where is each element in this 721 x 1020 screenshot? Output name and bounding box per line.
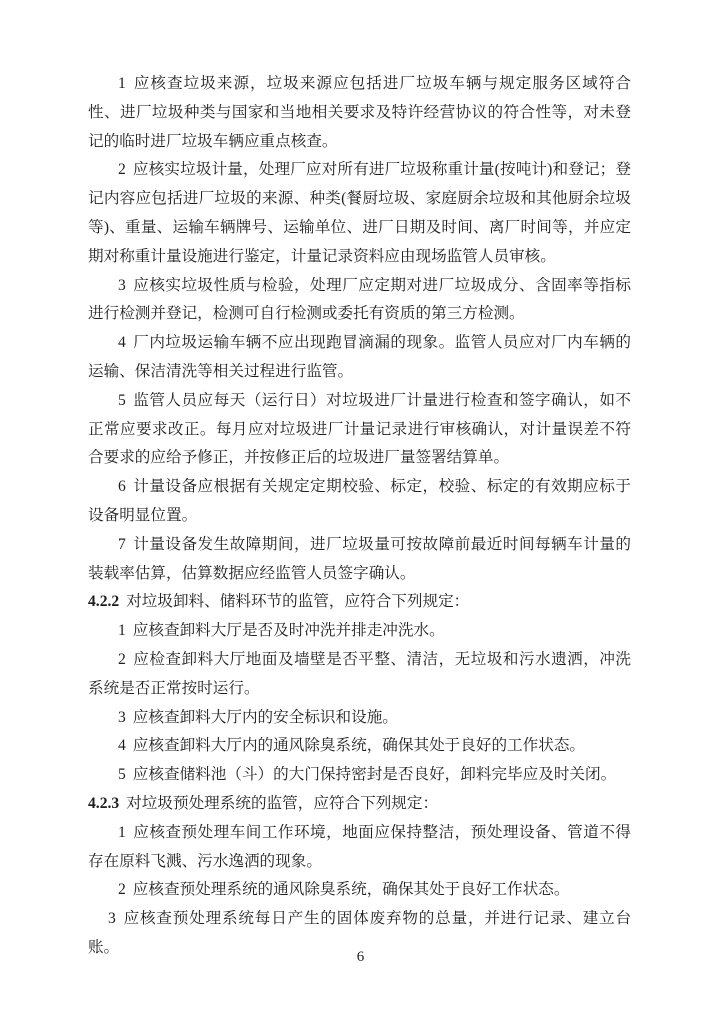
- numbered-item: [88, 704, 631, 733]
- numbered-item: [88, 272, 631, 330]
- item-number: 5: [118, 766, 126, 784]
- item-number: 1: [118, 75, 126, 92]
- document-body: [88, 70, 631, 963]
- item-number: 4: [118, 334, 126, 352]
- numbered-item: [88, 617, 631, 646]
- item-number: 1: [118, 823, 126, 841]
- numbered-item: [88, 473, 631, 531]
- item-number: 3: [118, 276, 126, 294]
- item-text: 应核查卸料大厅内的通风除臭系统，确保其处于良好的工作状态。: [132, 737, 586, 755]
- page-number: 6: [356, 949, 365, 965]
- clause-text: 对垃圾卸料、储料环节的监管，应符合下列规定：: [126, 593, 470, 611]
- item-text: 应检查卸料大厅地面及墙壁是否平整、清洁，无垃圾和污水遗洒，冲洗系统是否正常按时运行。: [88, 650, 631, 697]
- numbered-item: [88, 329, 631, 387]
- clause-text: 对垃圾预处理系统的监管，应符合下列规定：: [126, 794, 439, 812]
- numbered-item: [88, 70, 631, 156]
- item-text: 应核查垃圾来源，垃圾来源应包括进厂垃圾车辆与规定服务区域符合性、进厂垃圾种类与国家和当地相关要求及特许经营协议的符合性等，对未登记的临时进厂垃圾车辆应重点核查。: [88, 75, 631, 150]
- item-text: 计量设备发生故障期间，进厂垃圾量可按故障前最近时间每辆车计量的装载率估算，估算数据应经监管人员签字确认。: [88, 535, 631, 582]
- item-number: 4: [118, 737, 126, 755]
- item-text: 应核查预处理系统每日产生的固体废弃物的总量，并进行记录、建立台账。: [88, 910, 631, 956]
- numbered-item: [88, 646, 631, 704]
- item-text: 应核查卸料大厅内的安全标识和设施。: [132, 708, 398, 726]
- numbered-item: [88, 732, 631, 761]
- item-number: 3: [118, 708, 126, 726]
- item-number: 5: [118, 391, 126, 409]
- item-text: 应核查卸料大厅是否及时冲洗并排走冲洗水。: [132, 622, 445, 640]
- item-text: 应核实垃圾性质与检验，处理厂应定期对进厂垃圾成分、含固率等指标进行检测并登记，检测可自行检测或委托有资质的第三方检测。: [88, 276, 631, 323]
- clause-number: 4.2.3: [88, 794, 120, 812]
- item-number: 6: [118, 478, 126, 496]
- page-footer: [0, 946, 721, 968]
- numbered-item: [88, 156, 631, 271]
- clause-number: 4.2.2: [88, 593, 120, 611]
- numbered-item: [88, 819, 631, 877]
- item-number: 1: [118, 622, 126, 640]
- clause-heading-4-2-3: [88, 790, 631, 819]
- item-number: 2: [118, 881, 126, 899]
- item-text: 应核实垃圾计量，处理厂应对所有进厂垃圾称重计量(按吨计)和登记；登记内容应包括进厂垃圾的来源、种类(餐厨垃圾、家庭厨余垃圾和其他厨余垃圾等)、重量、运输车辆牌号、运输单位、进厂日期及时间、离厂时间等，并应定期对称重计量设施进行鉴定，计量记录资料应由现场监管人员审核。: [88, 161, 631, 265]
- item-number: 7: [118, 535, 126, 553]
- item-text: 应核查预处理车间工作环境，地面应保持整洁，预处理设备、管道不得存在原料飞溅、污水逸洒的现象。: [88, 823, 631, 870]
- item-text: 厂内垃圾运输车辆不应出现跑冒滴漏的现象。监管人员应对厂内车辆的运输、保洁清洗等相关过程进行监管。: [88, 334, 631, 380]
- item-number: 2: [118, 650, 126, 668]
- item-number: 2: [118, 161, 126, 179]
- item-text: 应核查预处理系统的通风除臭系统，确保其处于良好工作状态。: [132, 881, 570, 899]
- item-text: 监管人员应每天（运行日）对垃圾进厂计量进行检查和签字确认，如不正常应要求改正。每月应对垃圾进厂计量记录进行审核确认，对计量误差不符合要求的应给予修正，并按修正后的垃圾进厂量签署结算单。: [88, 391, 631, 467]
- clause-heading-4-2-2: [88, 588, 631, 617]
- item-text: 计量设备应根据有关规定定期校验、标定，校验、标定的有效期应标于设备明显位置。: [88, 478, 631, 524]
- item-text: 应核查储料池（斗）的大门保持密封是否良好，卸料完毕应及时关闭。: [132, 766, 617, 784]
- numbered-item: [88, 387, 631, 473]
- numbered-item: [88, 531, 631, 589]
- numbered-item: [88, 876, 631, 905]
- item-number: 3: [108, 910, 116, 928]
- numbered-item: [88, 761, 631, 790]
